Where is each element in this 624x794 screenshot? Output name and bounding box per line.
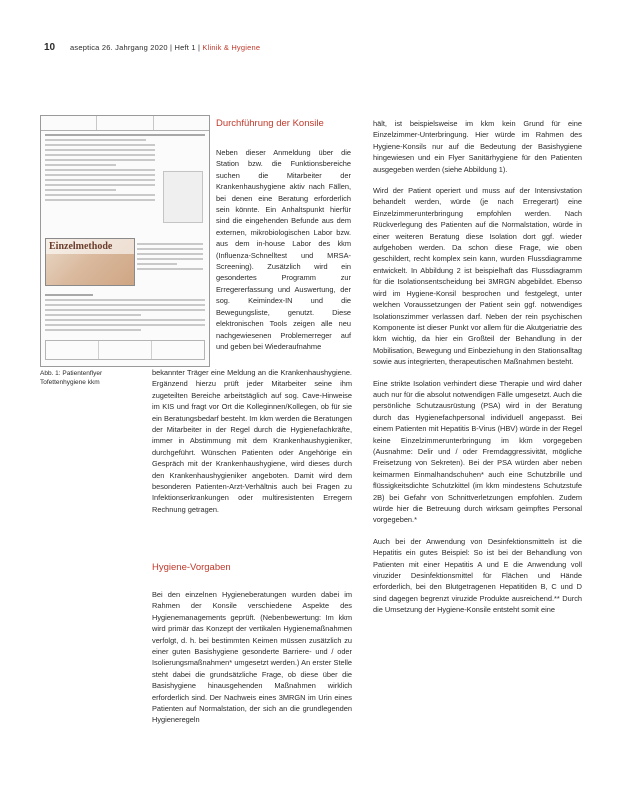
figure-patient-flyer [40,115,210,367]
flyer-banner-title: Einzelmethode [46,239,134,254]
flyer-footer-table [45,340,205,360]
paragraph-hygiene-vorgaben: Bei den einzelnen Hygieneberatungen wurden dabei im Rahmen der Konsile verschiedene Aspekte des Hygienemanagements geprüft. (Nebenbewertung: Im kkm wird primär das Konzept der vertikalen Hygienemaßnahmen verfolgt, d. h. bei bestimmten Keimen müssen zusätzlich zu einer guten Basishygiene gesonderte Barriere- und / oder Isolierungsmaßnahmen* umgesetzt werden.) An erster Stelle steht dabei die grundsätzliche Frage, ob diese über die Basishygiene hinausgehenden Maßnahmen wirklich erforderlich sind. Der Nachweis eines 3MRGN im Urin eines Patienten auf Normalstation, der sich an die grundlegenden Hygieneregeln [152,590,352,725]
paragraph-right-1: hält, ist beispielsweise im kkm kein Grund für eine Einzelzimmer-Unterbringung. Hier würde im Rahmen des Hygiene-Konsils nur auf die Bedeutung der Basishygiene hingewiesen und ein Flyer Sanitärhygiene für den Patienten ausgegeben werden (siehe Abbildung 1). [373,119,582,174]
flyer-banner-image [45,238,135,286]
paragraph-right-3: Eine strikte Isolation verhindert diese Therapie und wird daher auch nur für die absolut notwendigen Fälle umgesetzt. Auch die persönliche Schutzausrüstung (PSA) wird in der Beratung durch das Hygienefachpersonal individuell angepasst. Bei einem Patienten mit Hepatitis B-Virus (HBV) würde in der Regel keine Einzelzimmerunterbringung im kkm vorgegeben (Ausnahme: Delir und / oder Fremdaggressivität, mögliche Freisetzung von Sekreten). Bei der PSA würden aber neben keimarmen Einmalhandschuhen* auch eine Schutzbrille und flüssigkeitsdichte Schutzkittel (im kkm mindestens Schutzstufe 2B) bei Gefahr von Schnittverletzungen empfohlen. Zudem würde hier die Betreuung durch wirksam geimpftes Personal vorgegeben.* [373,378,582,525]
right-column [373,118,582,626]
section-label: Klinik & Hygiene [202,43,261,52]
paragraph-durchfuehrung-bottom: bekannter Träger eine Meldung an die Krankenhaushygiene. Ergänzend hierzu prüft jeder Mitarbeiter seine ihm zugeteilten Bereiche arbeitstäglich auf sog. Cave-Hinweise im KIS und fragt vor Ort die Kolleginnen/Kollegen, ob für sie ein Beratungsbedarf besteht. Im kkm werden die Beratungen der Mitarbeiter in der Regel durch die Hygienefachkräfte, immer in Abstimmung mit dem Krankenhaushygieniker, durchgeführt. Wünschen Patienten oder Angehörige ein Gespräch mit der Krankenhaushygiene, wird dieses durch den Krankenhaushygieniker angeboten. Damit wird dem besonderen Patienten-Arzt-Verhältnis auch bei Fragen zu Infektionserkrankungen oder multiresistenten Erregern Rechnung getragen. [152,368,352,514]
paragraph-durchfuehrung-top: Neben dieser Anmeldung über die Station bzw. die Funktionsbereiche suchen die Mitarbeiter der Krankenhaushygiene aktiv nach Fällen, bei denen eine Beratung erforderlich sein könnte. Ein Anhaltspunkt hierfür sind die eingehenden Befunde aus dem externen, mikrobiologischen Labor bzw. aus dem in-house Labor des kkm (Influenza-Schnelltest und MRSA-Screening). Zusätzlich wird ein gesondertes Programm zur Erregererfassung und Auswertung, der sog. Keimindex-IN und die Bewegungsliste, genutzt. Diese elektronischen Tools zeigen alle neu nachgewiesenen Problemerreger auf und geben bei Wiederaufnahme [216,148,351,351]
heading-hygiene-vorgaben: Hygiene-Vorgaben [152,562,231,573]
running-head [70,43,260,52]
flyer-thumbnail-image [163,171,203,223]
journal-title: aseptica 26. Jahrgang 2020 | Heft 1 | [70,43,203,52]
flyer-header [41,116,209,131]
paragraph-right-4: Auch bei der Anwendung von Desinfektionsmitteln ist die Hepatitis ein gutes Beispiel: So ist bei der Behandlung von Patienten mit einer Hepatitis A und E die Anwendung voll viruzider Desinfektionsmittel für Flächen und Hände erforderlich, bei den Blutgetragenen Hepatitiden B, C und D sind dagegen begrenzt viruzide Produkte ausreichend.** Durch die Umsetzung der Hygiene-Konsile entsteht somit eine [373,536,582,615]
paragraph-right-2: Wird der Patient operiert und muss auf der Intensivstation behandelt werden, würde (je nach Erregerart) eine Einzelzimmerunterbringung empfohlen werden. Nach Rückverlegung des Patienten auf die Normalstation, würde in einer weiteren Beratung diese Isolation dort ggf. wieder aufgehoben werden. Da schon diese Frage, wie oben geschildert, recht komplex sein kann, wurden Flussdiagramme entwickelt. In Abbildung 2 ist beispielhaft das Flussdiagramm für die Isolationsentscheidung bei 3MRGN abgebildet. Ebenso wird im Hygiene-Konsil besprochen und festgelegt, unter welchen Voraussetzungen der Patient sein ggf. notwendiges Isolationszimmer verlassen darf. Neben der rein psychischen Komponente ist dieser Punkt vor allem für die Akutgeriatrie des kkm wichtig, da hier ein Großteil der Behandlung in der Mobilisation, Bewegung und Einbeziehung in den Stationsalltag sowie aus integrierten, therapeutischen Maßnahmen besteht. [373,186,582,367]
figure-caption: Abb. 1: Patientenflyer Tofettenhygiene kkm [40,370,103,386]
heading-durchfuehrung: Durchführung der Konsile [216,118,324,129]
page-number: 10 [44,42,56,53]
